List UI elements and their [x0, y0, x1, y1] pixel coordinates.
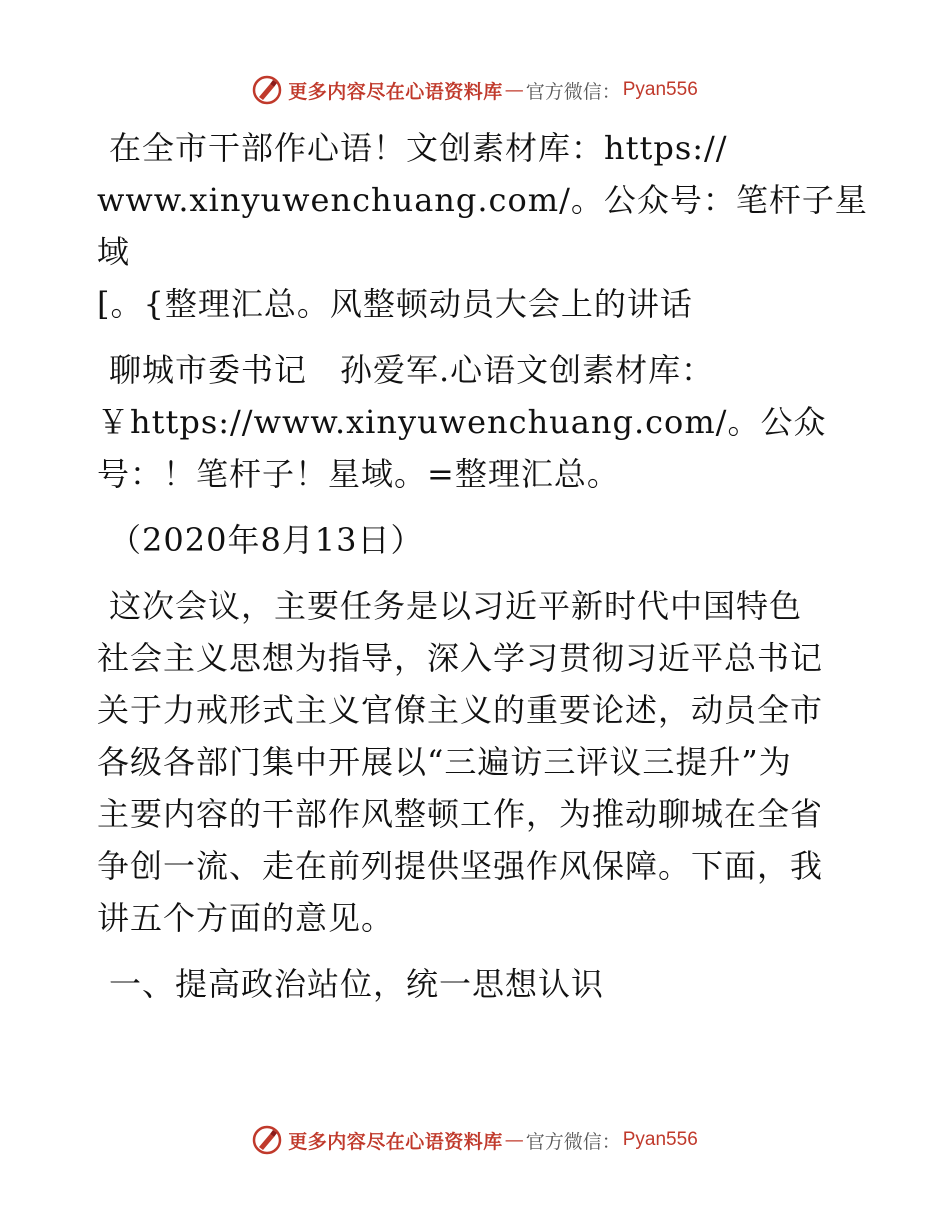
- body-line: 讲五个方面的意见。: [97, 899, 395, 937]
- body-paragraph: [97, 580, 877, 944]
- intro-line: 在全市干部作心语！文创素材库：https://: [109, 129, 728, 167]
- author-paragraph: [97, 344, 877, 500]
- body-line: 争创一流、走在前列提供坚强作风保障。下面，我: [97, 847, 824, 885]
- intro-line: [。{整理汇总。风整顿动员大会上的讲话: [97, 285, 693, 323]
- document-body: [97, 122, 877, 1024]
- pen-logo-icon: [252, 75, 282, 105]
- date-line: （2020年8月13日）: [109, 521, 424, 559]
- intro-line: www.xinyuwenchuang.com/。公众号：笔杆子星域: [97, 181, 868, 271]
- intro-paragraph: [97, 122, 877, 330]
- body-line: 这次会议，主要任务是以习近平新时代中国特色: [109, 587, 803, 625]
- body-line: 关于力戒形式主义官僚主义的重要论述，动员全市: [97, 691, 824, 729]
- author-line: ￥https://www.xinyuwenchuang.com/。公众: [97, 403, 827, 441]
- banner-wechat-id: Pyan556: [622, 79, 698, 100]
- banner-main-text: 更多内容尽在心语资料库: [288, 1130, 503, 1153]
- banner-separator: —: [504, 1129, 524, 1151]
- pen-logo-icon: [252, 1125, 282, 1155]
- body-line: 社会主义思想为指导，深入学习贯彻习近平总书记: [97, 639, 824, 677]
- header-banner: [0, 70, 950, 110]
- author-line: 聊城市委书记 孙爱军.心语文创素材库：: [109, 351, 715, 389]
- body-line: 各级各部门集中开展以“三遍访三评议三提升”为: [97, 743, 792, 781]
- banner-wechat-id: Pyan556: [622, 1129, 698, 1150]
- author-line: 号：！笔杆子！星域。=整理汇总。: [97, 455, 620, 493]
- footer-banner: [0, 1120, 950, 1160]
- banner-wechat-label: 官方微信：: [525, 1130, 621, 1153]
- body-line: 主要内容的干部作风整顿工作，为推动聊城在全省: [97, 795, 824, 833]
- banner-wechat-label: 官方微信：: [525, 80, 621, 103]
- banner-main-text: 更多内容尽在心语资料库: [288, 80, 503, 103]
- banner-separator: —: [504, 79, 524, 101]
- section-heading: 一、提高政治站位，统一思想认识: [109, 965, 605, 1003]
